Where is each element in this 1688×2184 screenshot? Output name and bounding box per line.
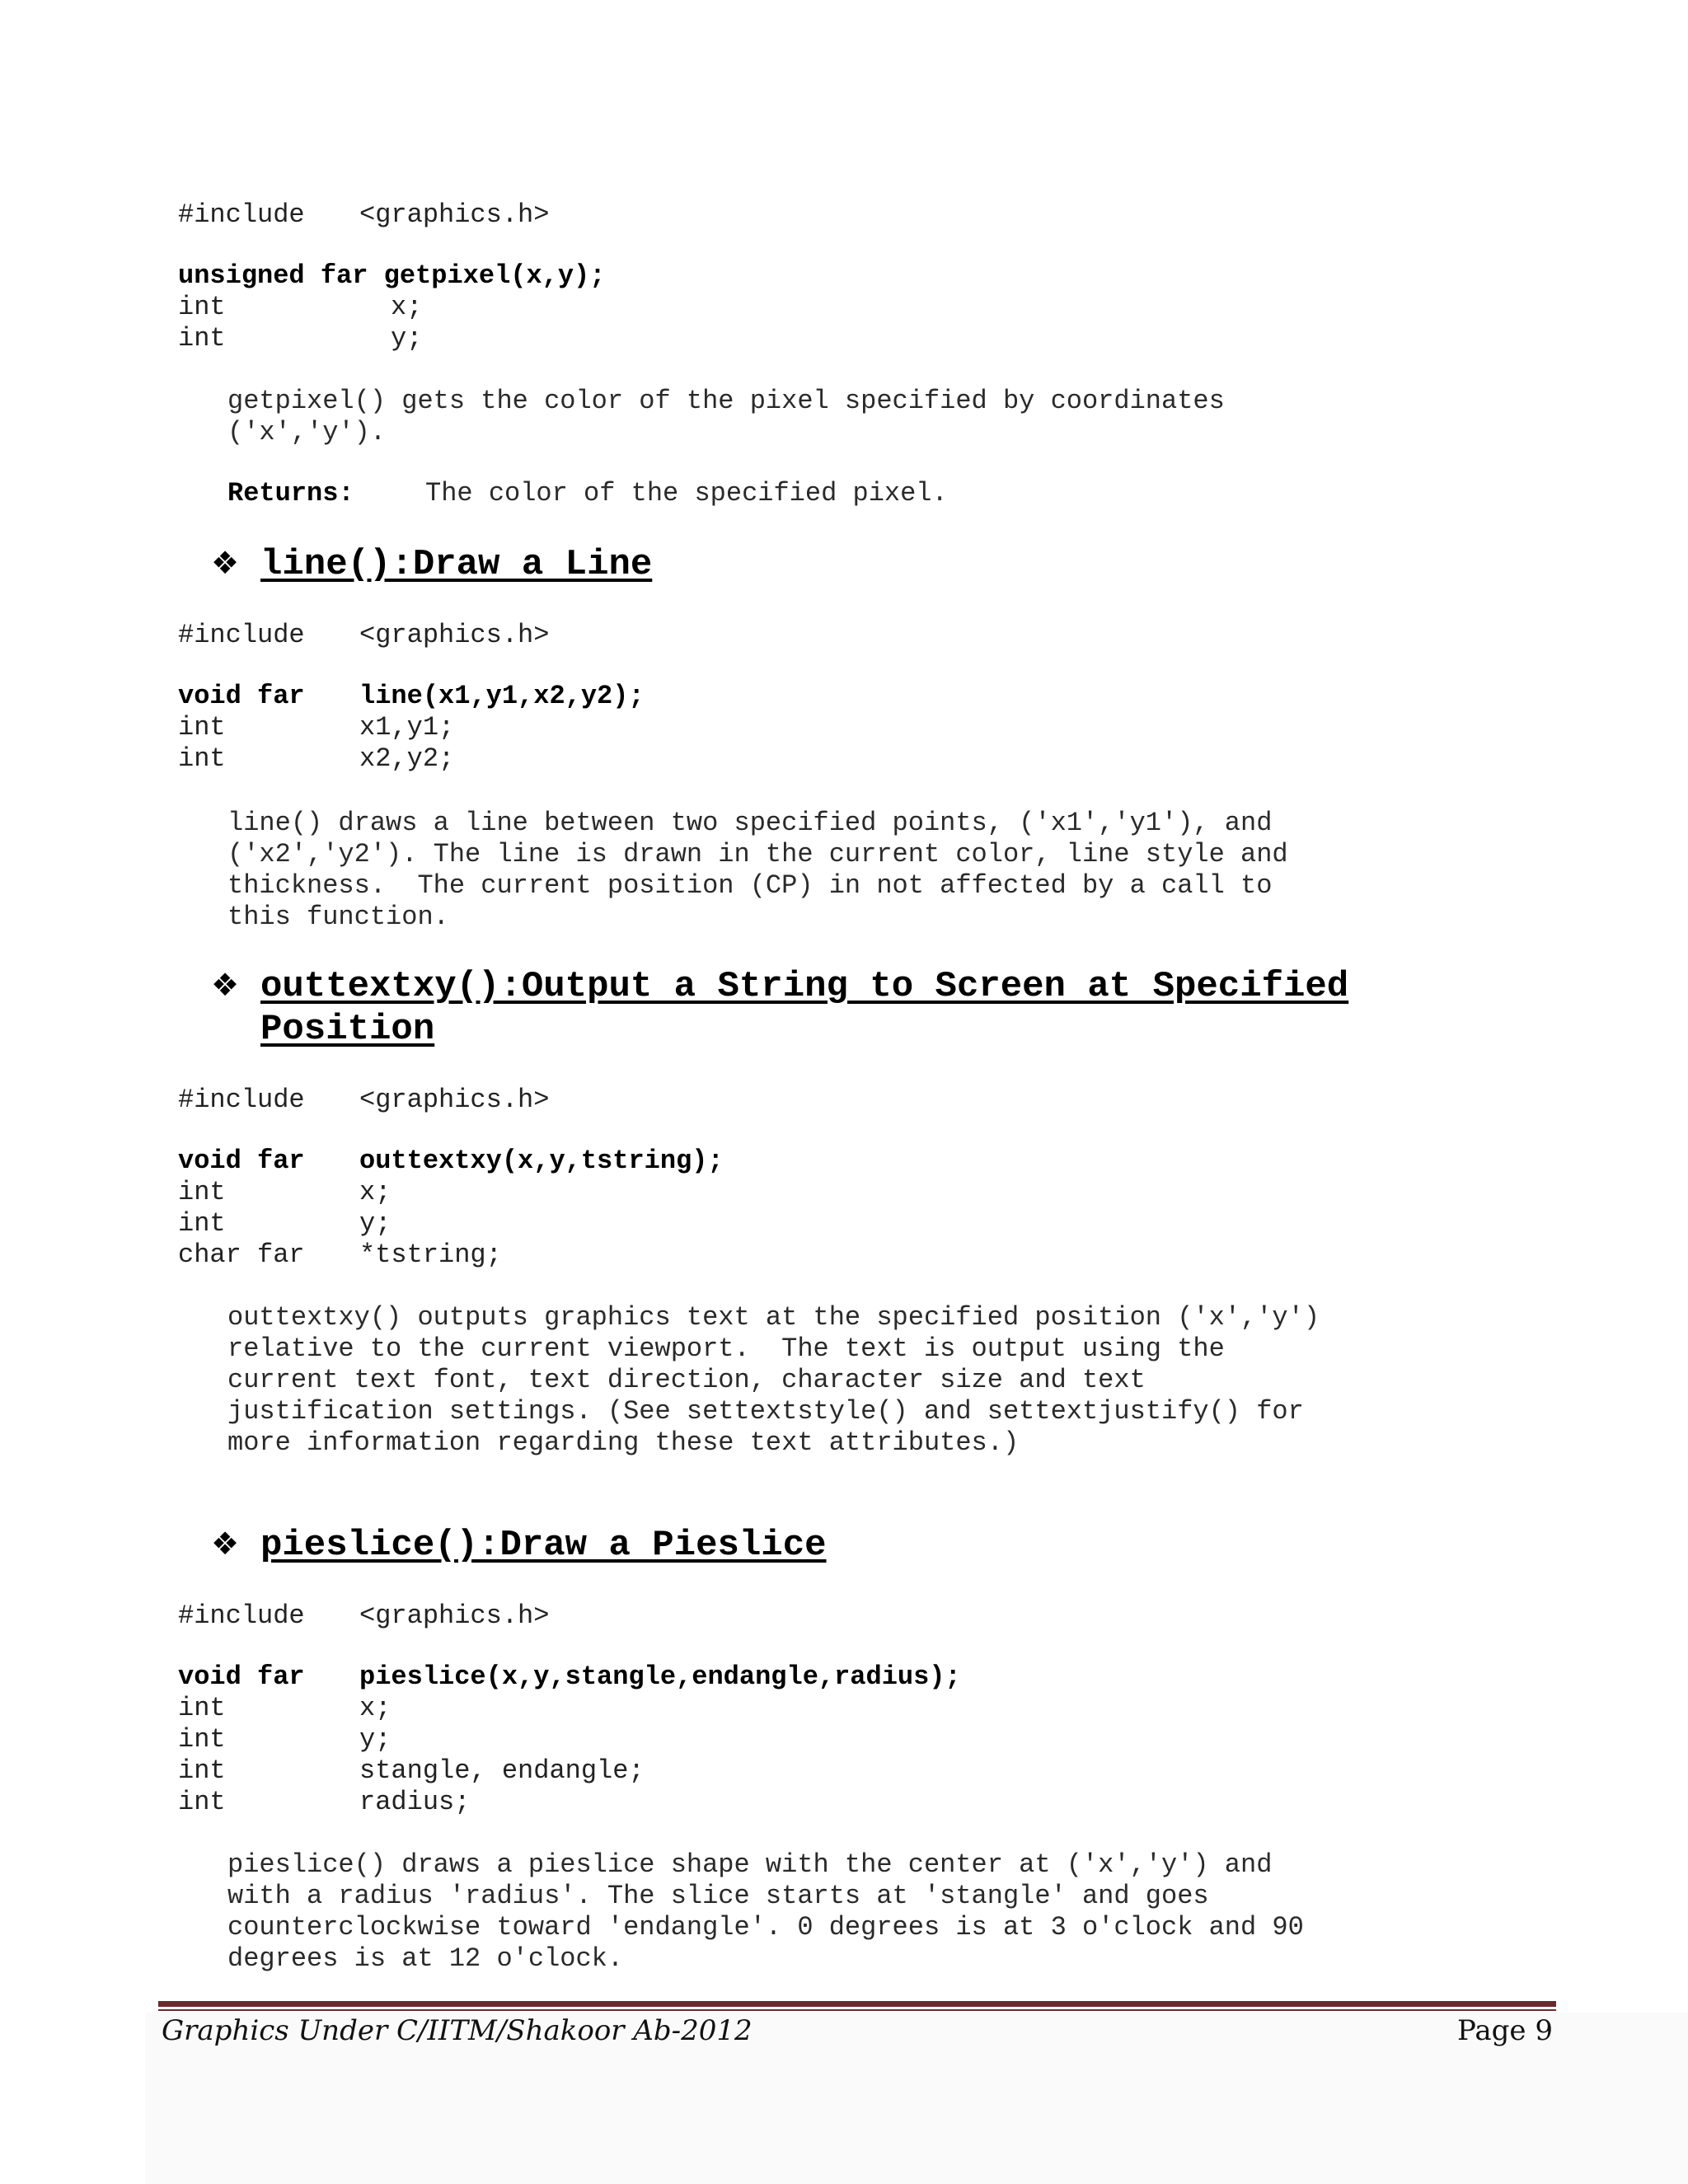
diamond-bullet-icon: ❖ xyxy=(211,545,240,581)
description-line: ('x2','y2'). The line is drawn in the current color, line style and xyxy=(227,839,1288,869)
param-name: x; xyxy=(359,1177,392,1207)
signature-prefix: void far xyxy=(178,1146,305,1176)
description-line: current text font, text direction, character size and text xyxy=(227,1365,1146,1395)
param-name: radius; xyxy=(359,1787,471,1817)
param-type: int xyxy=(178,1724,226,1755)
param-type: int xyxy=(178,1208,226,1239)
param-name: x1,y1; xyxy=(359,712,455,743)
param-type: char far xyxy=(178,1240,305,1270)
include-directive: #include xyxy=(178,199,305,230)
description-line: thickness. The current position (CP) in not affected by a call to xyxy=(227,870,1273,901)
returns-text: The color of the specified pixel. xyxy=(425,478,948,509)
param-type: int xyxy=(178,292,226,322)
param-type: int xyxy=(178,712,226,743)
include-directive: #include xyxy=(178,1601,305,1631)
section-heading: pieslice():Draw a Pieslice xyxy=(260,1525,827,1566)
description-line: justification settings. (See settextstyle() and settextjustify() for xyxy=(227,1396,1304,1427)
include-header: <graphics.h> xyxy=(359,620,550,650)
include-directive: #include xyxy=(178,620,305,650)
section-heading-continued: Position xyxy=(260,1009,435,1050)
description-line: more information regarding these text attributes.) xyxy=(227,1427,1020,1458)
include-header: <graphics.h> xyxy=(359,199,550,230)
param-name: y; xyxy=(359,1724,392,1755)
description-line: with a radius 'radius'. The slice starts at 'stangle' and goes xyxy=(227,1881,1209,1911)
section-heading: outtextxy():Output a String to Screen at Specified xyxy=(260,966,1349,1007)
param-name: *tstring; xyxy=(359,1240,502,1270)
param-type: int xyxy=(178,1177,226,1207)
diamond-bullet-icon: ❖ xyxy=(211,967,240,1003)
param-type: int xyxy=(178,743,226,774)
description-line: relative to the current viewport. The text is output using the xyxy=(227,1333,1225,1364)
function-signature: outtextxy(x,y,tstring); xyxy=(359,1146,724,1176)
param-type: int xyxy=(178,323,226,354)
description-line: this function. xyxy=(227,902,449,932)
section-heading: line():Draw a Line xyxy=(260,544,653,585)
param-name: x; xyxy=(359,1693,392,1723)
description-line: pieslice() draws a pieslice shape with the center at ('x','y') and xyxy=(227,1849,1273,1880)
include-directive: #include xyxy=(178,1085,305,1115)
param-name: x2,y2; xyxy=(359,743,455,774)
param-type: int xyxy=(178,1693,226,1723)
include-header: <graphics.h> xyxy=(359,1601,550,1631)
param-name: y; xyxy=(359,1208,392,1239)
diamond-bullet-icon: ❖ xyxy=(211,1526,240,1562)
description-line: counterclockwise toward 'endangle'. 0 degrees is at 3 o'clock and 90 xyxy=(227,1912,1304,1943)
page-number: Page 9 xyxy=(1457,2014,1553,2047)
description-line: degrees is at 12 o'clock. xyxy=(227,1943,624,1974)
param-name: y; xyxy=(391,323,423,354)
footer-divider xyxy=(158,2001,1556,2007)
param-name: stangle, endangle; xyxy=(359,1755,645,1786)
param-type: int xyxy=(178,1787,226,1817)
description-line: getpixel() gets the color of the pixel specified by coordinates xyxy=(227,386,1225,416)
function-signature: unsigned far getpixel(x,y); xyxy=(178,260,606,291)
description-line: outtextxy() outputs graphics text at the specified position ('x','y') xyxy=(227,1302,1320,1333)
include-header: <graphics.h> xyxy=(359,1085,550,1115)
signature-prefix: void far xyxy=(178,681,305,711)
param-name: x; xyxy=(391,292,423,322)
description-line: line() draws a line between two specified points, ('x1','y1'), and xyxy=(227,808,1273,838)
function-signature: line(x1,y1,x2,y2); xyxy=(359,681,645,711)
signature-prefix: void far xyxy=(178,1661,305,1692)
returns-label: Returns: xyxy=(227,478,354,509)
param-type: int xyxy=(178,1755,226,1786)
description-line: ('x','y'). xyxy=(227,417,387,448)
function-signature: pieslice(x,y,stangle,endangle,radius); xyxy=(359,1661,961,1692)
footer-title: Graphics Under C/IITM/Shakoor Ab-2012 xyxy=(162,2014,753,2047)
